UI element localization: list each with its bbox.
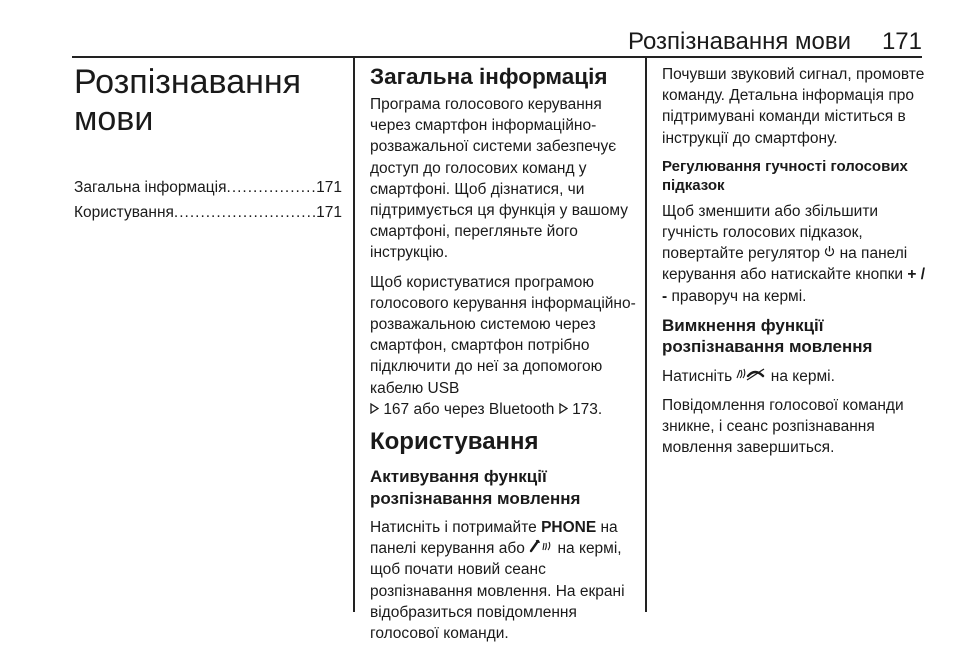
chapter-toc	[74, 64, 342, 225]
reference-triangle-icon	[370, 399, 379, 420]
column-divider-2	[645, 58, 647, 612]
toc-entry-label: Користування	[74, 203, 174, 221]
toc-entry[interactable]	[74, 176, 342, 201]
header-rule	[72, 56, 922, 58]
toc-entry[interactable]	[74, 201, 342, 226]
subheading-deactivation: Вимкнення функції розпізнавання мовлення	[662, 315, 873, 357]
usage-paragraph-2: Почувши звуковий сигнал, промовте команду. Детальна інформація про підтримувані команди міститься в інструкції до смартфону.	[662, 66, 925, 147]
volume-buttons-label: + / -	[662, 266, 926, 305]
toc-entry-page: 171	[316, 179, 342, 196]
voice-phone-icon	[529, 538, 553, 559]
power-icon	[824, 243, 835, 264]
text-fragment: на панелі керування або натискайте кнопки	[662, 245, 908, 284]
text-fragment: на панелі керування або	[370, 519, 618, 558]
toc-leader	[227, 176, 317, 201]
column-2	[370, 64, 640, 652]
usage-paragraph-5: Повідомлення голосової команди зникне, і сеанс розпізнавання мовлення завершиться.	[662, 397, 904, 457]
text-fragment: Щоб зменшити або збільшити гучність голосових підказок, повертайте регулятор	[662, 202, 879, 263]
general-paragraph-2	[370, 272, 640, 420]
phone-button-label: PHONE	[541, 519, 597, 537]
usage-paragraph-3	[662, 201, 932, 307]
text-fragment: Натисніть і потримайте	[370, 519, 537, 537]
subheading-activation: Активування функції розпізнавання мовлення	[370, 467, 581, 508]
column-3	[662, 64, 932, 467]
column-divider-1	[353, 58, 355, 612]
toc-leader	[174, 201, 316, 226]
general-paragraph-2-text: Щоб користуватися програмою голосового керування інформаційно-розважальною системою через смартфон, смартфон потрібно підключити до неї за допомогою кабелю USB	[370, 273, 636, 397]
toc-entry-label: Загальна інформація	[74, 179, 227, 196]
section-heading-usage: Користування	[370, 428, 539, 456]
general-paragraph-2-mid: або через Bluetooth	[413, 400, 555, 418]
voice-end-icon	[736, 366, 766, 387]
text-fragment: праворуч на кермі.	[671, 287, 807, 305]
usage-paragraph-1	[370, 517, 640, 644]
page-reference-link[interactable]: 173.	[572, 400, 603, 418]
subheading-volume: Регулювання гучності голосових підказок	[662, 157, 908, 195]
section-heading-general: Загальна інформація	[370, 64, 608, 89]
toc-entry-page: 171	[316, 203, 342, 221]
text-fragment: Натисніть	[662, 367, 733, 385]
reference-triangle-icon	[559, 399, 568, 420]
chapter-title: Розпізнавання мови	[74, 63, 302, 138]
usage-paragraph-4	[662, 366, 932, 387]
page-number: 171	[881, 28, 922, 55]
general-paragraph-1: Програма голосового керування через смартфон інформаційно-розважальної системи забезпечує доступ до голосових команд у смартфоні. Щоб дізнатися, чи підтримується ця функція у вашому смартфоні, перегляньте його інструкцію.	[370, 96, 629, 262]
page-header	[0, 28, 960, 58]
text-fragment: на кермі, щоб почати новий сеанс розпізнавання мовлення. На екрані відобразиться повідомлення голосової команди.	[370, 540, 625, 643]
page-reference-link[interactable]: 167	[383, 400, 410, 418]
text-fragment: на кермі.	[770, 367, 835, 385]
header-title: Розпізнавання мови	[628, 28, 851, 55]
